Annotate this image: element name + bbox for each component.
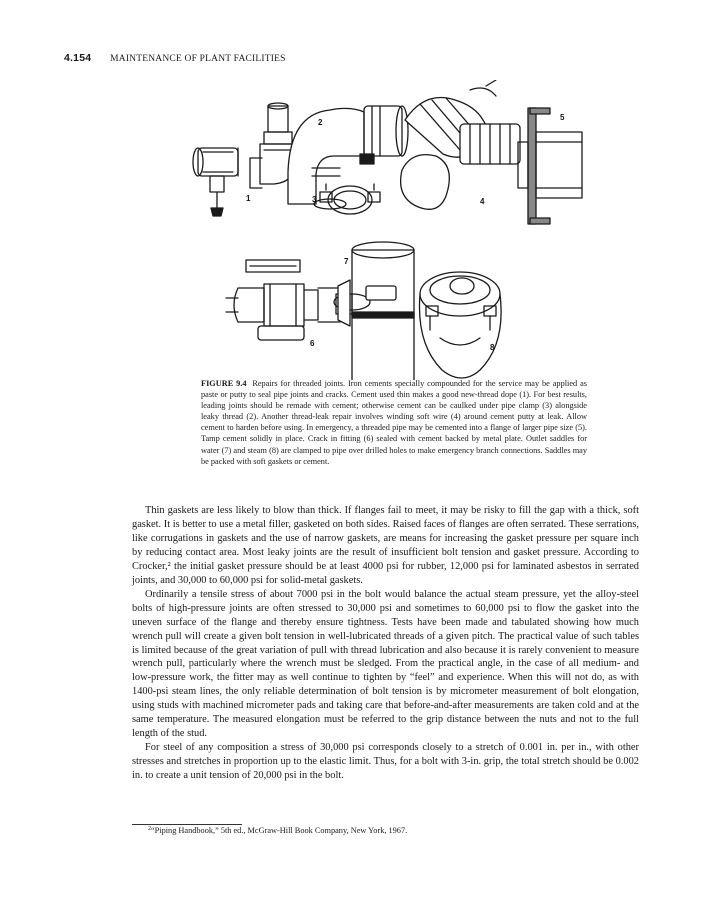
figure-caption — [201, 378, 587, 467]
body-paragraph: Thin gaskets are less likely to blow than thick. If flanges fail to meet, it may be risky to fill the gap with a thick, soft gasket. It is better to use a metal filler, gasketed on both sides. Raised faces of flanges are often serrated. These serrations, like corrugations in gaskets and the use of narrow gaskets, are means for increasing the gasket pressure per square inch by reducing contact area. Most leaky joints are the result of insufficient bolt tension and gasket pressure. According to Crocker,² the initial gasket pressure should be at least 4000 psi for rubber, 12,000 psi for laminated asbestos in serrated joints, and 30,000 to 60,000 psi for solid-metal gaskets. — [132, 505, 639, 586]
body-text — [132, 504, 639, 783]
figure-caption-text: Repairs for threaded joints. Iron cements specially compounded for the service may be applied as paste or putty to seal pipe joints and cracks. Cement used thin makes a good new-thread dope (1). For best results, leading joints should be remade with cement; otherwise cement can be caulked under pipe clamp (3) alongside leaky thread (2). Another thread-leak repair involves winding soft wire (4) around cement putty at leak. Allow cement to harden before using. In emergency, a threaded pipe may be cemented into a flange of larger pipe size (5). Tamp cement solidly in place. Crack in fitting (6) sealed with cement backed by metal plate. Outlet saddles for water (7) and steam (8) are clamped to pipe over drilled holes to make emergency branch connections. Saddles may be packed with soft gaskets or cement. — [201, 379, 587, 466]
running-header — [64, 52, 286, 64]
footnote — [148, 826, 407, 835]
figure-label-1: 1 — [246, 194, 251, 203]
item-6-cracked-fitting — [226, 260, 340, 340]
item-5-flange — [518, 108, 582, 224]
figure-label-2: 2 — [318, 118, 323, 127]
figure-label-7: 7 — [344, 257, 349, 266]
pipe-repair-drawing — [0, 80, 718, 380]
body-paragraph: For steel of any composition a stress of 30,000 psi corresponds closely to a stretch of 0.001 in. per in., with other stresses and stretches in proportion up to the elastic limit. Thus, for a bolt with 3-in. grip, the total stretch should be 0.002 in. to create a unit tension of 20,000 psi in the bolt. — [132, 742, 639, 782]
footnote-text: “Piping Handbook,” 5th ed., McGraw-Hill Book Company, New York, 1967. — [151, 826, 408, 835]
item-4-wire-winding — [401, 80, 520, 209]
figure-illustration — [0, 80, 718, 380]
page-number: 4.154 — [64, 52, 92, 64]
figure-label-4: 4 — [480, 197, 485, 206]
running-title: MAINTENANCE OF PLANT FACILITIES — [110, 54, 286, 64]
figure-label-8: 8 — [490, 343, 495, 352]
body-paragraph: Ordinarily a tensile stress of about 7000 psi in the bolt would balance the actual steam pressure, yet the alloy-steel bolts of high-pressure joints are often stressed to 30,000 psi and sometimes to 60,000 psi to flow the gasket into the uneven surface of the flange and thereby ensure tightness. Tests have been made and tabulated showing how much wrench pull will create a given bolt tension in well-lubricated threads of a given pitch. The practical value of such tables is limited because of the great variation of pull with thread lubrication and also because it is rarely convenient to measure wrench pull, particularly where the wrench must be sledged. From the practical angle, in the case of all medium- and low-pressure work, the fitter may as well continue to tighten by “feel” and experience. When this will not do, as with 1400-psi steam lines, the only reliable determination of bolt tension is by micrometer measurement of bolt elongation, using studs with machined micrometer pads and taking care that before-and-after measurements are taken cold and at the same temperature. The measured elongation must be referred to the grip distance between the nuts and not to the full length of the stud. — [132, 588, 639, 740]
item-2-threaded-elbow — [288, 106, 408, 209]
item-1-elbow-dope — [193, 148, 238, 216]
figure-caption-label: FIGURE 9.4 — [201, 379, 247, 388]
footnote-divider — [132, 824, 242, 825]
figure-label-5: 5 — [560, 113, 565, 122]
footnote-number: 2 — [148, 826, 151, 832]
figure-label-3: 3 — [312, 195, 317, 204]
item-8-steam-saddle — [419, 272, 501, 378]
figure-label-6: 6 — [310, 339, 315, 348]
